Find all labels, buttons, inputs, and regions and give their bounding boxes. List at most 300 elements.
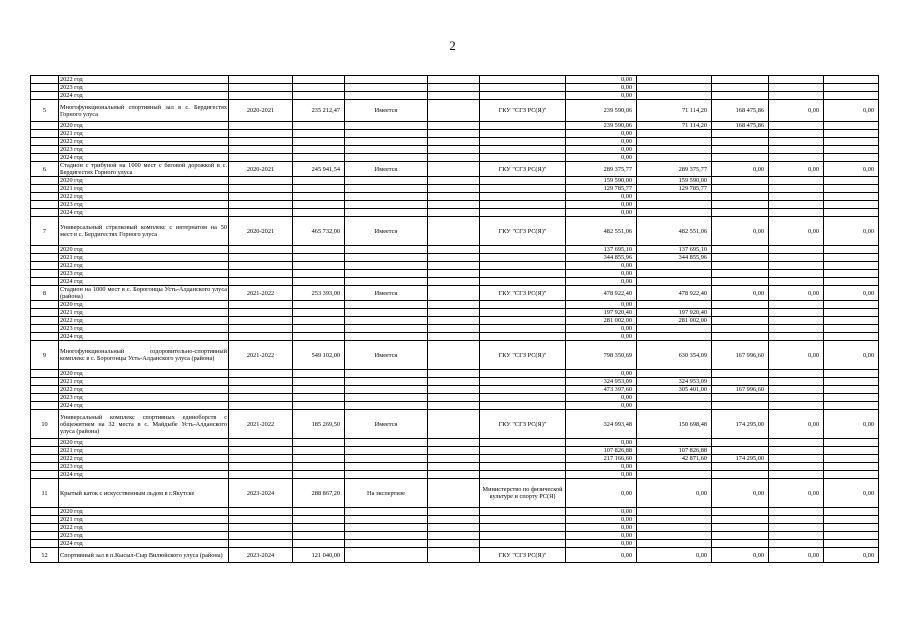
empty-cell — [480, 439, 566, 447]
empty-cell — [480, 177, 566, 185]
empty-cell — [769, 177, 824, 185]
row-number: 10 — [31, 410, 59, 439]
object-row — [31, 410, 879, 439]
republic-cell — [712, 516, 769, 524]
object-row — [31, 548, 879, 563]
customer-cell: Министерство по физической культуре и спорту РС(Я) — [480, 479, 566, 508]
republic-cell — [712, 301, 769, 309]
empty-cell — [345, 270, 428, 278]
federal-cell: 281 002,00 — [637, 317, 712, 325]
republic-cell — [712, 130, 769, 138]
total-cell: 0,00 — [566, 154, 637, 162]
empty-cell — [824, 325, 879, 333]
republic-cell — [712, 84, 769, 92]
empty-cell — [345, 301, 428, 309]
federal-cell: 478 922,40 — [637, 286, 712, 301]
cost-cell: 253 393,00 — [293, 286, 345, 301]
empty-cell — [31, 378, 59, 386]
extra-cell: 0,00 — [824, 162, 879, 177]
empty-cell — [293, 386, 345, 394]
object-row — [31, 162, 879, 177]
empty-cell — [293, 463, 345, 471]
empty-cell — [769, 154, 824, 162]
empty-cell — [229, 394, 293, 402]
empty-cell — [345, 84, 428, 92]
empty-cell — [31, 254, 59, 262]
total-cell: 289 375,77 — [566, 162, 637, 177]
empty-cell — [428, 532, 480, 540]
empty-cell — [769, 378, 824, 386]
empty-cell — [428, 130, 480, 138]
year-label: 2024 год — [59, 92, 229, 100]
empty-cell — [229, 447, 293, 455]
empty-cell — [428, 410, 480, 439]
total-cell: 0,00 — [566, 92, 637, 100]
total-cell: 0,00 — [566, 84, 637, 92]
empty-cell — [428, 325, 480, 333]
total-cell: 482 551,06 — [566, 217, 637, 246]
empty-cell — [480, 201, 566, 209]
total-cell: 478 922,40 — [566, 286, 637, 301]
total-cell: 239 590,06 — [566, 122, 637, 130]
customer-cell: ГКУ "СГЗ РС(Я)" — [480, 341, 566, 370]
republic-cell — [712, 402, 769, 410]
customer-cell: ГКУ "СГЗ РС(Я)" — [480, 100, 566, 122]
year-row — [31, 516, 879, 524]
year-row — [31, 76, 879, 84]
year-row — [31, 532, 879, 540]
cost-cell: 245 941,54 — [293, 162, 345, 177]
empty-cell — [345, 177, 428, 185]
period-cell: 2021-2022 — [229, 410, 293, 439]
empty-cell — [31, 455, 59, 463]
year-label: 2020 год — [59, 439, 229, 447]
republic-cell: 0,00 — [712, 217, 769, 246]
republic-cell — [712, 309, 769, 317]
empty-cell — [31, 540, 59, 548]
republic-cell — [712, 317, 769, 325]
empty-cell — [345, 209, 428, 217]
republic-cell — [712, 532, 769, 540]
year-row — [31, 130, 879, 138]
empty-cell — [293, 76, 345, 84]
empty-cell — [824, 177, 879, 185]
empty-cell — [293, 122, 345, 130]
cost-cell: 185 269,50 — [293, 410, 345, 439]
empty-cell — [428, 370, 480, 378]
empty-cell — [769, 301, 824, 309]
empty-cell — [480, 463, 566, 471]
year-label: 2021 год — [59, 447, 229, 455]
empty-cell — [345, 516, 428, 524]
year-label: 2022 год — [59, 524, 229, 532]
republic-cell — [712, 201, 769, 209]
object-name: Крытый каток с искусственным льдом в г.Якутске — [59, 479, 229, 508]
empty-cell — [769, 122, 824, 130]
customer-cell: ГКУ "СГЗ РС(Я)" — [480, 410, 566, 439]
total-cell: 344 855,96 — [566, 254, 637, 262]
empty-cell — [769, 138, 824, 146]
year-row — [31, 471, 879, 479]
empty-cell — [345, 471, 428, 479]
empty-cell — [480, 378, 566, 386]
empty-cell — [345, 92, 428, 100]
empty-cell — [428, 317, 480, 325]
year-row — [31, 402, 879, 410]
object-name: Многофункциональный оздоровительно-спортивный комплекс в с. Борогонцы Усть-Алданского улуса (района) — [59, 341, 229, 370]
year-row — [31, 209, 879, 217]
total-cell: 0,00 — [566, 193, 637, 201]
federal-cell — [637, 84, 712, 92]
federal-cell: 324 953,09 — [637, 378, 712, 386]
empty-cell — [345, 201, 428, 209]
republic-cell: 174 295,00 — [712, 410, 769, 439]
empty-cell — [229, 325, 293, 333]
federal-cell: 630 354,09 — [637, 341, 712, 370]
year-row — [31, 455, 879, 463]
empty-cell — [769, 92, 824, 100]
empty-cell — [31, 278, 59, 286]
year-row — [31, 201, 879, 209]
year-row — [31, 270, 879, 278]
federal-cell: 159 590,00 — [637, 177, 712, 185]
empty-cell — [428, 463, 480, 471]
year-row — [31, 146, 879, 154]
row-number: 11 — [31, 479, 59, 508]
republic-cell — [712, 325, 769, 333]
empty-cell — [428, 508, 480, 516]
empty-cell — [31, 516, 59, 524]
empty-cell — [428, 278, 480, 286]
year-row — [31, 246, 879, 254]
year-label: 2024 год — [59, 154, 229, 162]
empty-cell — [293, 193, 345, 201]
republic-cell: 0,00 — [712, 162, 769, 177]
empty-cell — [31, 394, 59, 402]
total-cell: 0,00 — [566, 370, 637, 378]
empty-cell — [229, 524, 293, 532]
empty-cell — [31, 84, 59, 92]
year-row — [31, 177, 879, 185]
period-cell: 2020-2021 — [229, 162, 293, 177]
empty-cell — [345, 455, 428, 463]
total-cell: 0,00 — [566, 471, 637, 479]
empty-cell — [229, 130, 293, 138]
total-cell: 0,00 — [566, 394, 637, 402]
total-cell: 0,00 — [566, 463, 637, 471]
federal-cell — [637, 262, 712, 270]
federal-cell — [637, 325, 712, 333]
republic-cell: 0,00 — [712, 286, 769, 301]
object-name: Универсальный комплекс спортивных единоборств с общежитием на 32 места в с. Майдыбе Усть-Алданского улуса (района) — [59, 410, 229, 439]
federal-cell — [637, 138, 712, 146]
empty-cell — [769, 146, 824, 154]
total-cell: 281 002,00 — [566, 317, 637, 325]
empty-cell — [229, 278, 293, 286]
empty-cell — [428, 122, 480, 130]
local-cell: 0,00 — [769, 217, 824, 246]
empty-cell — [824, 270, 879, 278]
federal-cell — [637, 471, 712, 479]
empty-cell — [345, 122, 428, 130]
empty-cell — [31, 201, 59, 209]
empty-cell — [345, 540, 428, 548]
empty-cell — [345, 254, 428, 262]
empty-cell — [480, 270, 566, 278]
empty-cell — [769, 447, 824, 455]
total-cell: 473 397,60 — [566, 386, 637, 394]
empty-cell — [769, 455, 824, 463]
object-row — [31, 217, 879, 246]
year-label: 2022 год — [59, 76, 229, 84]
republic-cell — [712, 254, 769, 262]
period-cell: 2021-2022 — [229, 341, 293, 370]
empty-cell — [345, 76, 428, 84]
republic-cell — [712, 177, 769, 185]
total-cell: 0,00 — [566, 301, 637, 309]
empty-cell — [345, 532, 428, 540]
status-cell: Имеется — [345, 217, 428, 246]
empty-cell — [345, 394, 428, 402]
empty-cell — [769, 540, 824, 548]
empty-cell — [428, 378, 480, 386]
cost-cell: 465 732,00 — [293, 217, 345, 246]
empty-cell — [31, 463, 59, 471]
empty-cell — [345, 146, 428, 154]
object-name: Стадион на 1000 мест в с. Борогонцы Усть-Алданского улуса (района) — [60, 286, 227, 300]
year-row — [31, 325, 879, 333]
empty-cell — [229, 92, 293, 100]
year-label: 2021 год — [59, 185, 229, 193]
total-cell: 324 953,09 — [566, 378, 637, 386]
empty-cell — [31, 301, 59, 309]
empty-cell — [824, 439, 879, 447]
empty-cell — [229, 508, 293, 516]
object-row — [31, 286, 879, 301]
republic-cell — [712, 524, 769, 532]
federal-cell: 289 375,77 — [637, 162, 712, 177]
federal-cell: 197 920,40 — [637, 309, 712, 317]
local-cell: 0,00 — [769, 341, 824, 370]
empty-cell — [480, 122, 566, 130]
federal-cell — [637, 370, 712, 378]
republic-cell — [712, 154, 769, 162]
year-row — [31, 317, 879, 325]
empty-cell — [428, 439, 480, 447]
empty-cell — [293, 524, 345, 532]
total-cell: 107 826,88 — [566, 447, 637, 455]
status-cell — [345, 548, 428, 563]
empty-cell — [31, 439, 59, 447]
empty-cell — [824, 516, 879, 524]
empty-cell — [31, 447, 59, 455]
year-row — [31, 447, 879, 455]
empty-cell — [229, 209, 293, 217]
empty-cell — [345, 185, 428, 193]
empty-cell — [480, 402, 566, 410]
empty-cell — [31, 246, 59, 254]
federal-cell: 71 114,20 — [637, 122, 712, 130]
empty-cell — [345, 386, 428, 394]
empty-cell — [293, 508, 345, 516]
empty-cell — [480, 146, 566, 154]
empty-cell — [428, 286, 480, 301]
federal-cell — [637, 130, 712, 138]
empty-cell — [229, 532, 293, 540]
empty-cell — [480, 532, 566, 540]
empty-cell — [428, 138, 480, 146]
empty-cell — [480, 301, 566, 309]
year-row — [31, 278, 879, 286]
empty-cell — [824, 378, 879, 386]
empty-cell — [480, 317, 566, 325]
empty-cell — [428, 100, 480, 122]
empty-cell — [293, 378, 345, 386]
extra-cell: 0,00 — [824, 410, 879, 439]
customer-cell: ГКУ "СГЗ РС(Я)" — [480, 217, 566, 246]
empty-cell — [293, 370, 345, 378]
empty-cell — [769, 130, 824, 138]
empty-cell — [345, 325, 428, 333]
empty-cell — [293, 333, 345, 341]
total-cell: 159 590,00 — [566, 177, 637, 185]
empty-cell — [824, 508, 879, 516]
empty-cell — [428, 479, 480, 508]
empty-cell — [769, 394, 824, 402]
republic-cell — [712, 193, 769, 201]
federal-cell — [637, 402, 712, 410]
total-cell: 0,00 — [566, 508, 637, 516]
empty-cell — [229, 185, 293, 193]
row-number: 6 — [31, 162, 59, 177]
empty-cell — [229, 193, 293, 201]
year-row — [31, 122, 879, 130]
customer-cell: ГКУ "СГЗ РС(Я)" — [480, 162, 566, 177]
empty-cell — [824, 154, 879, 162]
status-cell: Имеется — [345, 286, 428, 301]
empty-cell — [480, 516, 566, 524]
local-cell: 0,00 — [769, 162, 824, 177]
period-cell: 2023-2024 — [229, 479, 293, 508]
empty-cell — [229, 333, 293, 341]
empty-cell — [293, 317, 345, 325]
empty-cell — [769, 463, 824, 471]
empty-cell — [824, 370, 879, 378]
empty-cell — [480, 386, 566, 394]
empty-cell — [31, 402, 59, 410]
federal-cell — [637, 524, 712, 532]
empty-cell — [293, 394, 345, 402]
empty-cell — [428, 254, 480, 262]
empty-cell — [428, 333, 480, 341]
empty-cell — [293, 270, 345, 278]
empty-cell — [824, 394, 879, 402]
empty-cell — [293, 278, 345, 286]
empty-cell — [428, 548, 480, 563]
empty-cell — [428, 92, 480, 100]
federal-cell — [637, 278, 712, 286]
year-row — [31, 138, 879, 146]
local-cell: 0,00 — [769, 479, 824, 508]
empty-cell — [345, 463, 428, 471]
republic-cell: 168 475,86 — [712, 100, 769, 122]
period-cell: 2020-2021 — [229, 217, 293, 246]
year-label: 2022 год — [59, 386, 229, 394]
empty-cell — [428, 301, 480, 309]
empty-cell — [824, 317, 879, 325]
total-cell: 0,00 — [566, 138, 637, 146]
empty-cell — [824, 278, 879, 286]
empty-cell — [31, 524, 59, 532]
empty-cell — [293, 130, 345, 138]
empty-cell — [31, 508, 59, 516]
republic-cell — [712, 76, 769, 84]
empty-cell — [428, 185, 480, 193]
empty-cell — [428, 516, 480, 524]
empty-cell — [293, 185, 345, 193]
republic-cell — [712, 138, 769, 146]
federal-cell — [637, 439, 712, 447]
local-cell: 0,00 — [769, 410, 824, 439]
federal-cell — [637, 76, 712, 84]
federal-cell: 42 871,60 — [637, 455, 712, 463]
year-label: 2023 год — [59, 270, 229, 278]
empty-cell — [293, 447, 345, 455]
empty-cell — [824, 540, 879, 548]
empty-cell — [229, 154, 293, 162]
year-row — [31, 394, 879, 402]
empty-cell — [769, 278, 824, 286]
empty-cell — [428, 154, 480, 162]
empty-cell — [824, 455, 879, 463]
federal-cell: 150 698,48 — [637, 410, 712, 439]
empty-cell — [293, 301, 345, 309]
object-name: Стадион с трибуной на 1000 мест с беговой дорожкой в с. Бердигестях Горного улуса — [60, 162, 227, 176]
empty-cell — [229, 138, 293, 146]
year-row — [31, 508, 879, 516]
row-number: 7 — [31, 217, 59, 246]
empty-cell — [31, 262, 59, 270]
status-cell: На экспертизе — [345, 479, 428, 508]
empty-cell — [480, 524, 566, 532]
empty-cell — [480, 370, 566, 378]
extra-cell: 0,00 — [824, 548, 879, 563]
republic-cell — [712, 447, 769, 455]
total-cell: 0,00 — [566, 402, 637, 410]
cost-cell: 288 867,20 — [293, 479, 345, 508]
total-cell: 324 993,48 — [566, 410, 637, 439]
empty-cell — [480, 333, 566, 341]
republic-cell — [712, 378, 769, 386]
total-cell: 0,00 — [566, 540, 637, 548]
empty-cell — [824, 532, 879, 540]
empty-cell — [31, 76, 59, 84]
year-row — [31, 309, 879, 317]
year-label: 2024 год — [59, 471, 229, 479]
row-number: 8 — [31, 286, 59, 301]
empty-cell — [229, 122, 293, 130]
empty-cell — [229, 246, 293, 254]
federal-cell — [637, 92, 712, 100]
empty-cell — [769, 270, 824, 278]
empty-cell — [31, 209, 59, 217]
empty-cell — [824, 447, 879, 455]
year-label: 2020 год — [59, 301, 229, 309]
total-cell: 0,00 — [566, 325, 637, 333]
empty-cell — [345, 508, 428, 516]
empty-cell — [345, 193, 428, 201]
total-cell: 0,00 — [566, 532, 637, 540]
